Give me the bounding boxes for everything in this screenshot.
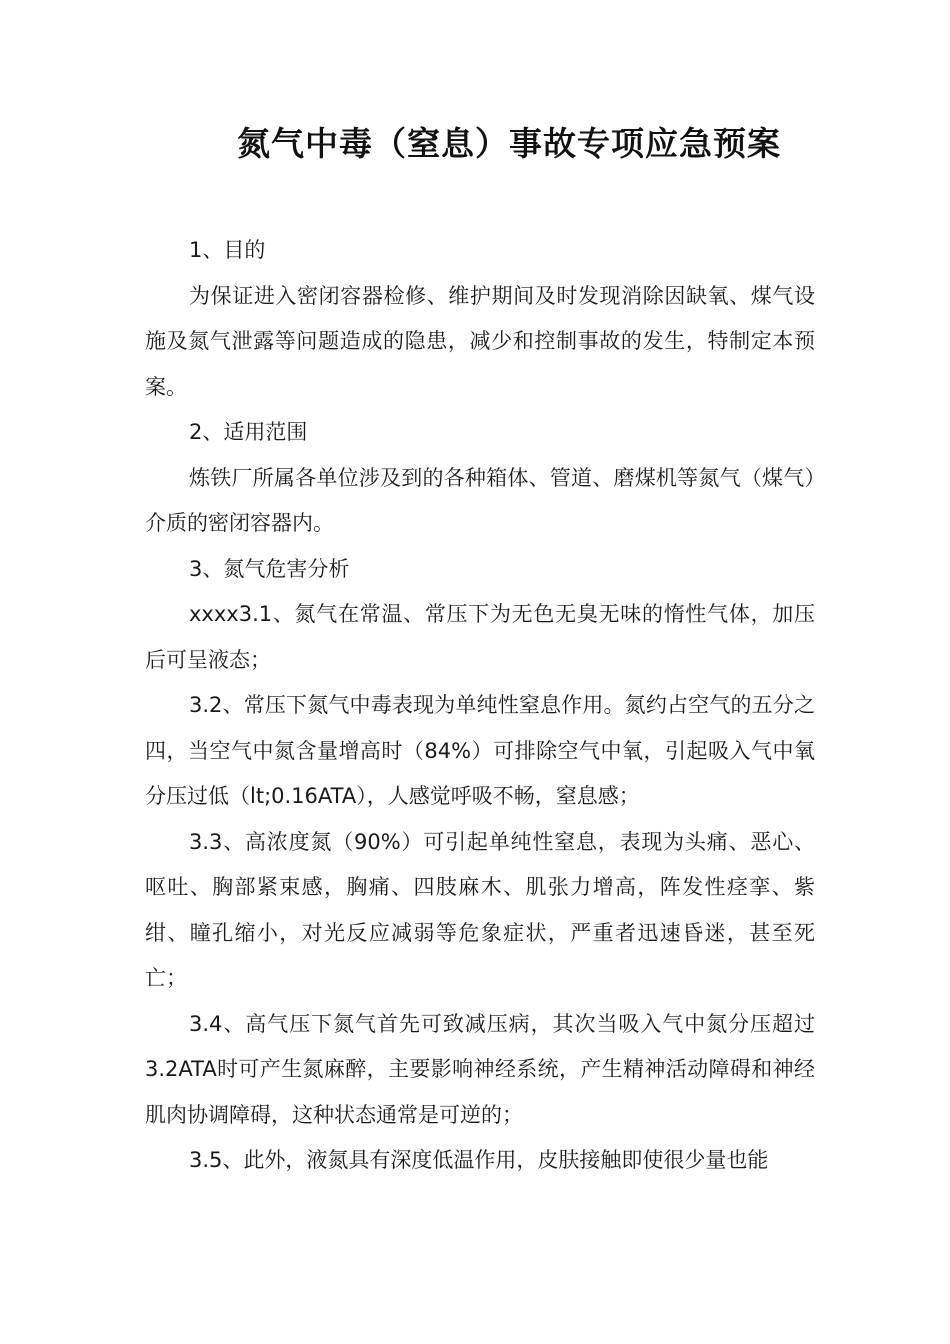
paragraph-purpose: 为保证进入密闭容器检修、维护期间及时发现消除因缺氧、煤气设施及氮气泄露等问题造成的隐患，减少和控制事故的发生，特制定本预案。 (145, 283, 815, 399)
paragraph-3-4: 3.4、高气压下氮气首先可致减压病，其次当吸入气中氮分压超过3.2ATA时可产生氮麻醉，主要影响神经系统，产生精神活动障碍和神经肌肉协调障碍，这种状态通常是可逆的； (145, 1011, 815, 1127)
heading-hazard-analysis: 3、氮气危害分析 (189, 556, 350, 581)
heading-scope: 2、适用范围 (189, 420, 308, 444)
document-title: 氮气中毒（窒息）事故专项应急预案 (237, 124, 781, 163)
paragraph-3-3: 3.3、高浓度氮（90%）可引起单纯性窒息，表现为头痛、恶心、呕吐、胸部紧束感，胸痛、四肢麻木、肌张力增高，阵发性痉挛、紫绀、瞳孔缩小，对光反应减弱等危象症状，严重者迅速昏迷，甚至死亡； (145, 829, 815, 990)
heading-purpose: 1、目的 (189, 238, 266, 262)
document-body (145, 228, 815, 1184)
paragraph-3-2: 3.2、常压下氮气中毒表现为单纯性窒息作用。氮约占空气的五分之四，当空气中氮含量增高时（84%）可排除空气中氧，引起吸入气中氧分压过低（lt;0.16ATA），人感觉呼吸不畅，窒息感； (145, 693, 815, 808)
paragraph-3-5: 3.5、此外，液氮具有深度低温作用，皮肤接触即使很少量也能 (189, 1148, 769, 1172)
paragraph-3-1: xxxx3.1、氮气在常温、常压下为无色无臭无味的惰性气体，加压后可呈液态； (145, 602, 815, 672)
paragraph-scope: 炼铁厂所属各单位涉及到的各种箱体、管道、磨煤机等氮气（煤气）介质的密闭容器内。 (145, 465, 815, 535)
